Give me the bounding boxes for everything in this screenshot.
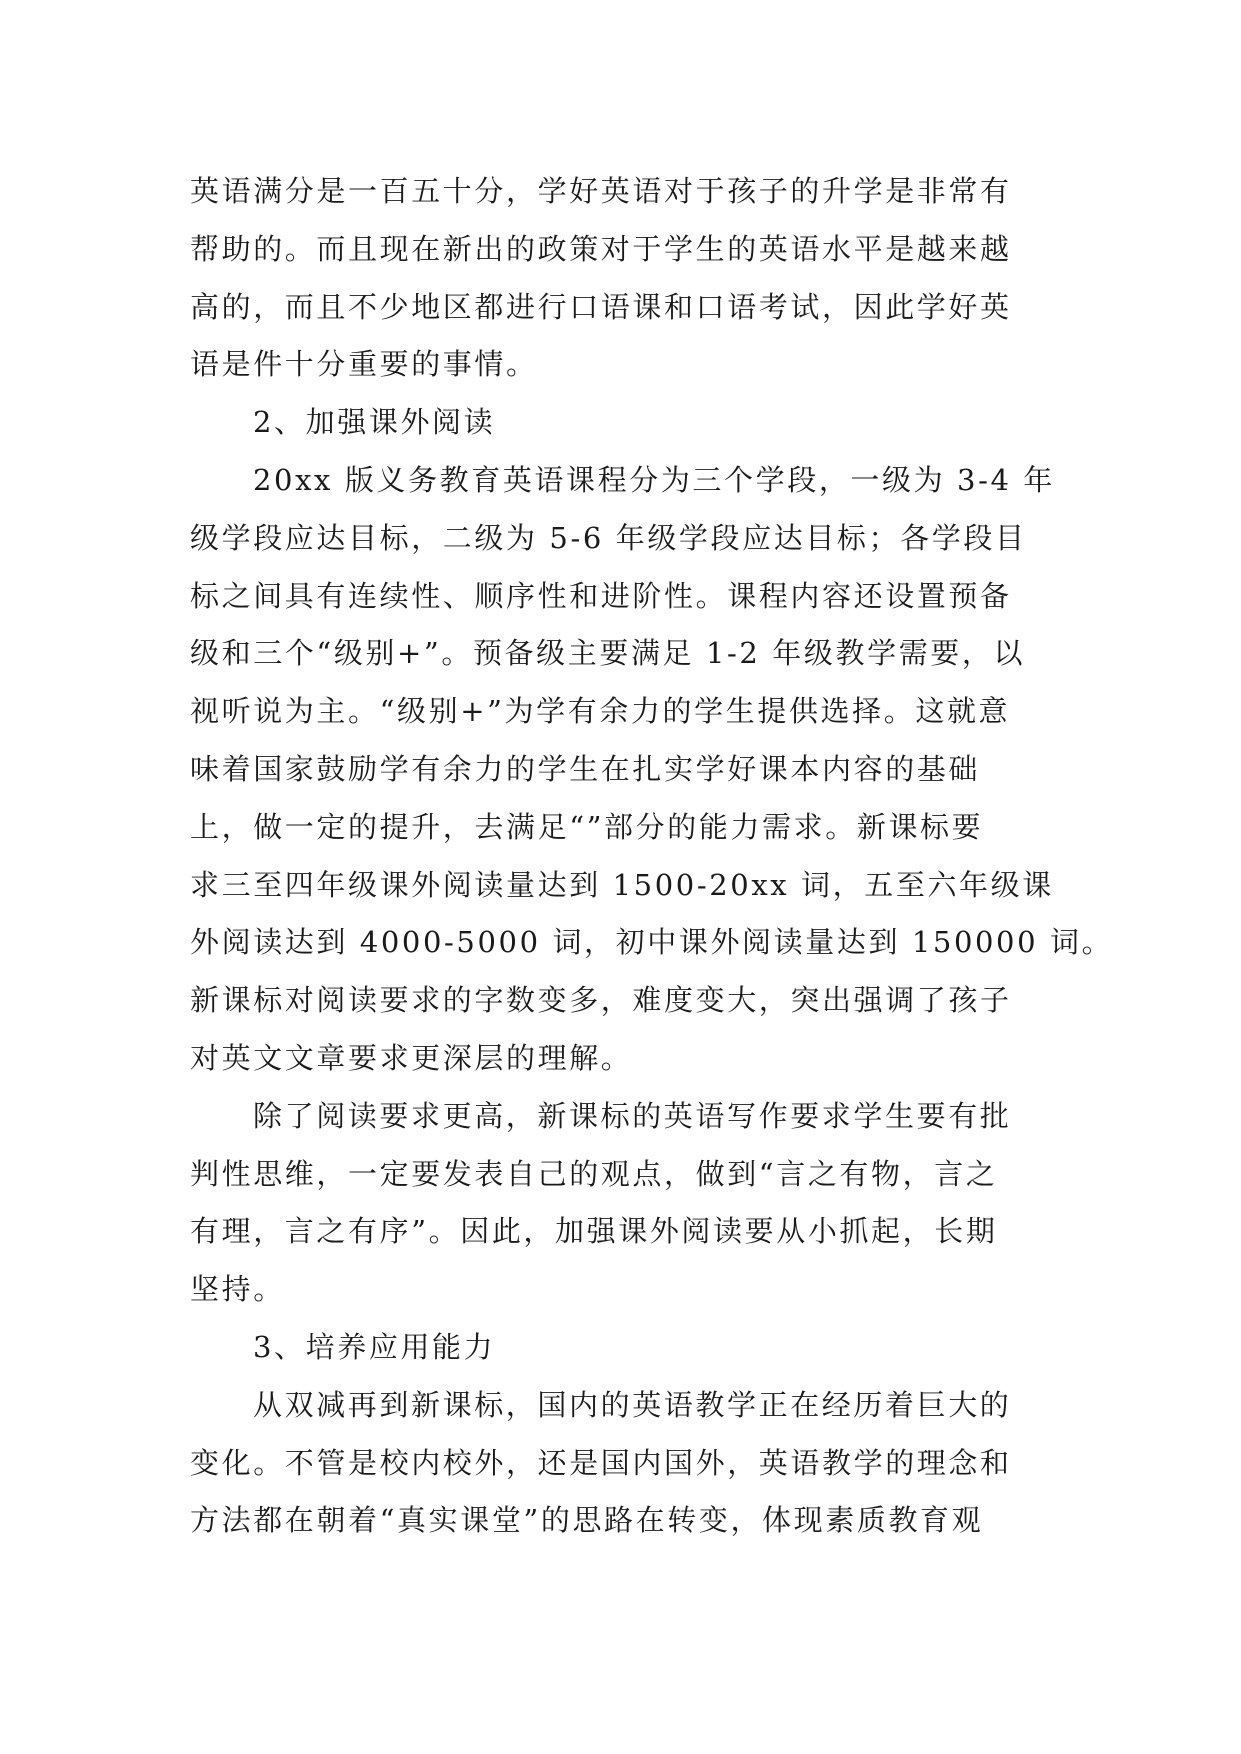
text-line: 3、培养应用能力	[253, 1329, 496, 1364]
text-line: 新课标对阅读要求的字数变多，难度变大，突出强调了孩子	[190, 983, 1012, 1018]
document-body	[190, 163, 1114, 1550]
text-line: 判性思维，一定要发表自己的观点，做到“言之有物，言之	[190, 1156, 998, 1191]
text-line: 视听说为主。“级别+”为学有余力的学生提供选择。这就意	[190, 694, 1011, 729]
text-line: 变化。不管是校内校外，还是国内国外，英语教学的理念和	[190, 1445, 1012, 1480]
text-line: 方法都在朝着“真实课堂”的思路在转变，体现素质教育观	[190, 1503, 984, 1538]
text-line: 2、加强课外阅读	[253, 405, 496, 440]
text-line: 级和三个“级别+”。预备级主要满足 1-2 年级教学需要，以	[190, 636, 1026, 671]
text-line: 味着国家鼓励学有余力的学生在扎实学好课本内容的基础	[190, 751, 981, 786]
text-line: 从双减再到新课标，国内的英语教学正在经历着巨大的	[253, 1387, 1012, 1422]
text-line: 20xx 版义务教育英语课程分为三个学段，一级为 3-4 年	[253, 462, 1055, 497]
text-line: 对英文文章要求更深层的理解。	[190, 1040, 633, 1075]
text-line: 标之间具有连续性、顺序性和进阶性。课程内容还设置预备	[190, 578, 1012, 613]
text-line: 除了阅读要求更高，新课标的英语写作要求学生要有批	[253, 1098, 1012, 1133]
text-line: 英语满分是一百五十分，学好英语对于孩子的升学是非常有	[190, 174, 1012, 208]
text-line: 帮助的。而且现在新出的政策对于学生的英语水平是越来越	[190, 231, 1012, 266]
text-line: 坚持。	[190, 1272, 285, 1307]
text-line: 级学段应达目标，二级为 5-6 年级学段应达目标；各学段目	[190, 520, 1027, 555]
text-line: 上，做一定的提升，去满足“”部分的能力需求。新课标要	[190, 809, 984, 844]
text-line: 外阅读达到 4000-5000 词，初中课外阅读量达到 150000 词。	[190, 925, 1114, 960]
text-line: 求三至四年级课外阅读量达到 1500-20xx 词，五至六年级课	[190, 867, 1054, 902]
text-line: 高的，而且不少地区都进行口语课和口语考试，因此学好英	[190, 289, 1012, 324]
text-line: 语是件十分重要的事情。	[190, 347, 538, 382]
text-line: 有理，言之有序”。因此，加强课外阅读要从小抓起，长期	[190, 1214, 998, 1249]
